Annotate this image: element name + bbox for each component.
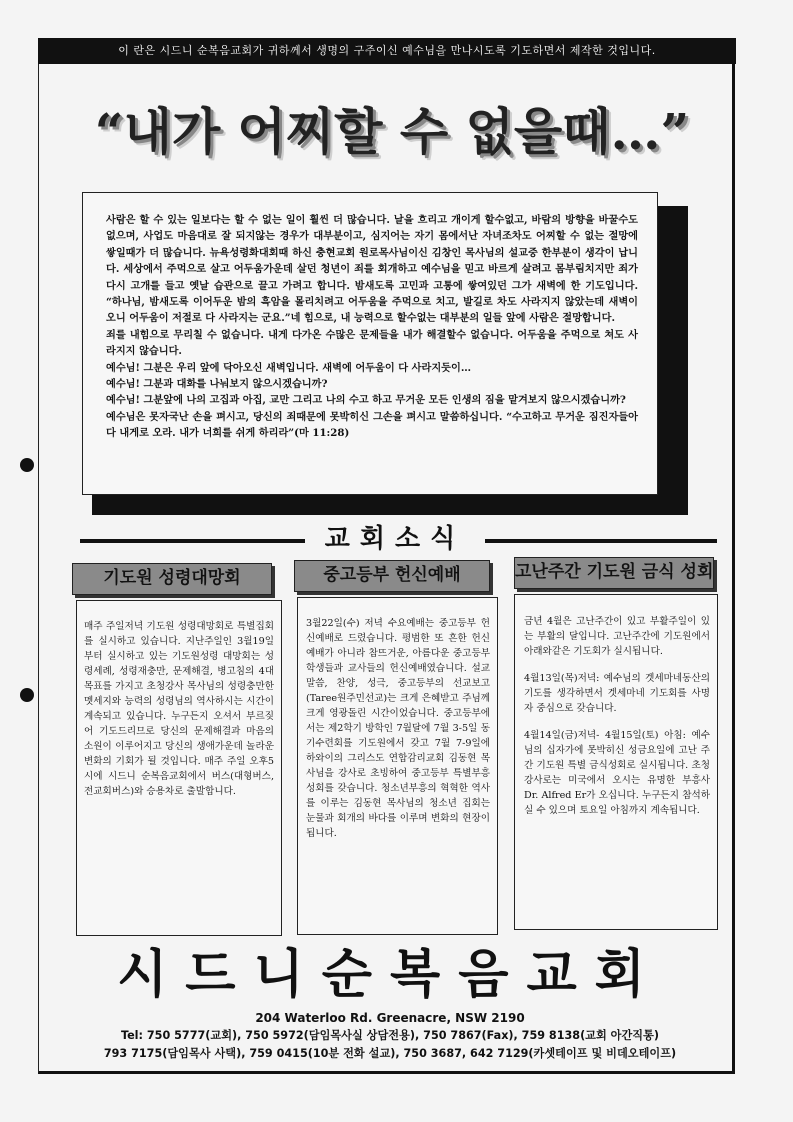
- main-paragraph: 죄를 내힘으로 무리칠 수 없습니다. 내게 다가온 수많은 문제들을 내가 해결할수 없습니다. 어두움을 주먹으로 쳐도 사라지지 않습니다.: [106, 328, 638, 358]
- section-rule-left: [80, 539, 305, 543]
- top-banner: 이 란은 시드니 순복음교회가 귀하께서 생명의 구주이신 예수님을 만나시도록 기도하면서 제작한 것입니다.: [38, 38, 736, 64]
- main-paragraph: 사람은 할 수 있는 일보다는 할 수 없는 일이 훨씬 더 많습니다. 날을 흐리고 개이게 할수없고, 바람의 방향을 바꿀수도 없으며, 사업도 마음대로 잘 되지않는 경우가 대부분이고, 심지어는 자기 몸에서난 자녀조차도 어찌할 수 없는 절망에 쌓일때가 더 많습니다. 뉴욕성령화대회때 하신 충현교회 원로목사님이신 김창인 목사님의 설교중 한부분이 생각이 납니다. 세상에서 주먹으로 살고 어두움가운데 살던 청년이 죄를 회개하고 예수님을 믿고 바르게 살려고 몸부림치지만 죄가 다시 고개를 들고 옛날 습관으로 끌고 가려고 합니다. 밤새도록 고민과 고통에 쌓여있던 그가 새벽에 한 기도입니다. “하나님, 밤새도록 이어두운 밤의 흑암을 몰리치려고 어두움을 주먹으로 치고, 발길로 차도 사라지지 않았는데 새벽이 오니 어두움이 저절로 다 사라지는 군요.”네 힘으로, 내 능력으로 할수없는 대부분의 일들 앞에 사람은 절망합니다.: [106, 214, 638, 325]
- main-paragraph: 예수님! 그분과 대화를 나눠보지 않으시겠습니까?: [106, 378, 328, 391]
- punch-hole-icon: [20, 688, 34, 702]
- column-paragraph: 매주 주일저녁 기도원 성령대망회로 특별집회를 실시하고 있습니다. 지난주일인 3월19일부터 실시하고 있는 기도원성령 대망회는 성령세례, 성령재충만, 문제해결, 병고침의 4대목표를 가지고 초청강사 목사님의 성령충만한 멧세지와 능력의 성령님의 역사하시는 시간이 계속되고 있습니다. 누구든지 오셔서 부르짖어 기도드리므로 당신의 문제해결과 마음의 소원이 이루어지고 당신의 생애가운데 놀라운 변화의 기회가 될 것입니다. 매주 주일 오후5시에 시드니 순복음교회에서 버스(대형버스, 전교회버스)와 승용차로 출발합니다.: [84, 621, 274, 797]
- column-paragraph: 4월13일(목)저녁: 예수님의 겟세마네동산의 기도를 생각하면서 겟세마네 기도회를 사명자 중심으로 갖습니다.: [524, 673, 710, 714]
- phone-line-1: Tel: 750 5777(교회), 750 5972(담임목사실 상담전용), 750 7867(Fax), 759 8138(교회 아간직통): [120, 1029, 660, 1042]
- church-address: 204 Waterloo Rd. Greenacre, NSW 2190: [255, 1011, 525, 1025]
- column-text-passion-week: [524, 614, 710, 818]
- main-message-text: [106, 212, 638, 442]
- column-title-passion-week: 고난주간 기도원 금식 성회: [514, 557, 714, 589]
- main-paragraph: 예수님! 그분은 우리 앞에 닥아오신 새벽입니다. 새벽에 어두움이 다 사라지듯이…: [106, 361, 472, 374]
- column-paragraph: 금년 4월은 고난주간이 있고 부활주일이 있는 부활의 달입니다. 고난주간에 기도원에서 아래와같은 기도회가 실시됩니다.: [524, 616, 710, 657]
- church-name: 시드니순복음교회: [117, 945, 663, 1005]
- column-text-prayer-meeting: [84, 619, 274, 799]
- headline: “내가 어찌할 수 없을때…”: [94, 102, 690, 161]
- phone-line-2: 793 7175(담임목사 사택), 759 0415(10분 전화 설교), 750 3687, 642 7129(카셋테이프 및 비데오테이프): [103, 1047, 677, 1060]
- column-title-youth-worship: 중고등부 헌신예배: [294, 560, 490, 592]
- main-paragraph: 예수님은 못자국난 손을 펴시고, 당신의 죄때문에 못박히신 그손을 펴시고 말씀하십니다. “수고하고 무거운 짐진자들아 다 내게로 오라. 내가 너희를 쉬게 하리라”(마 11:28): [106, 410, 638, 440]
- column-paragraph: 3월22일(수) 저녁 수요예배는 중고등부 헌신예배로 드렸습니다. 평범한 또 흔한 헌신예배가 아니라 참뜨거운, 아름다운 중고등부 학생들과 교사들의 헌신예배였습니다. 설교말씀, 찬양, 성극, 중고등부의 선교보고(Taree원주민선교)는 크게 은혜받고 주님께 크게 영광돌린 시간이었습니다. 중고등부에서는 제2학기 방학인 7월달에 7월 3-5일 동기수련회를 기도원에서 갖고 7월 7-9일에 하와이의 그리스도 연합감리교회 김동현 목사님을 강사로 초빙하여 중고등부 특별부흥 성회를 갖습니다. 청소년부흥의 혁혁한 역사를 이루는 김동현 목사님의 청소년 집회는 눈물과 회개의 바다를 이루며 변화의 현장이 됩니다.: [306, 618, 490, 839]
- section-rule-right: [485, 539, 717, 543]
- column-title-prayer-meeting: 기도원 성령대망회: [72, 563, 272, 595]
- main-paragraph: 예수님! 그분앞에 나의 고집과 아집, 교만 그리고 나의 수고 하고 무거운 모든 인생의 짐을 맡겨보지 않으시겠습니까?: [106, 394, 626, 407]
- column-paragraph: 4월14일(금)저녁- 4월15일(토) 아침: 예수님의 십자가에 못박히신 성금요일에 고난 주간 기도원 특별 금식성회로 실시됩니다. 초청강사로는 미국에서 오시는 유명한 부흥사 Dr. Alfred Er가 오십니다. 누구든지 참석하실 수 있으며 토요일 아침까지 계속됩니다.: [524, 730, 710, 816]
- section-title: 교회소식: [324, 524, 466, 554]
- column-text-youth-worship: [306, 616, 490, 841]
- punch-hole-icon: [20, 458, 34, 472]
